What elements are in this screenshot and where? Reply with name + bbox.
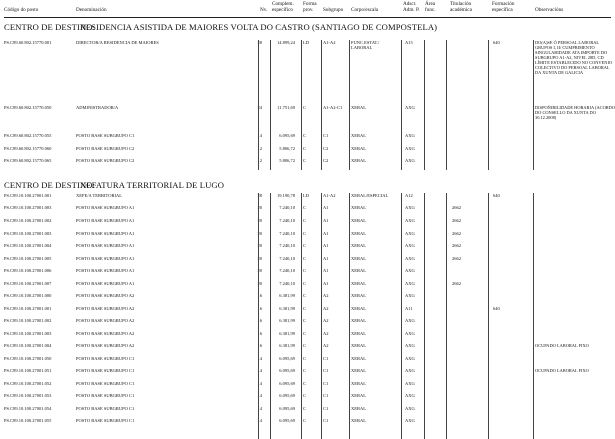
cell-nv: 28 — [257, 40, 262, 45]
cell-adscr: AXG — [405, 343, 415, 348]
cell-nv: 20 — [257, 268, 262, 273]
cell-adscr: AXG — [405, 368, 415, 373]
cell-nv: 12 — [257, 158, 262, 163]
cell-denominacion: XEFE/A TERRITORIAL — [76, 193, 122, 198]
cell-comp: 6.095,69 — [279, 406, 295, 411]
cell-nv: 20 — [257, 281, 262, 286]
table-row — [0, 393, 615, 402]
cell-forma: C — [303, 406, 307, 411]
cell-subgrupo: A1-A2 — [323, 193, 336, 198]
cell-titulacion: 2662 — [452, 256, 461, 261]
cell-comp: 6.381,99 — [279, 293, 295, 298]
cell-nv: 14 — [257, 368, 262, 373]
cell-nv: 14 — [257, 356, 262, 361]
column-rule — [349, 40, 350, 170]
cell-adscr: AXG — [405, 381, 415, 386]
cell-denominacion: POSTO BASE SUBGRUPO C1 — [76, 133, 135, 138]
cell-nv: 14 — [257, 133, 262, 138]
cell-subgrupo: A2 — [323, 331, 329, 336]
cell-denominacion: ADMINISTRADOR/A — [76, 105, 119, 110]
cell-adscr: A12 — [405, 193, 413, 198]
column-rule — [258, 193, 259, 439]
cell-comp: 6.381,99 — [279, 318, 295, 323]
centro-name: RESIDENCIA ASISTIDA DE MAIORES VOLTA DO CASTRO (SANTIAGO DE COMPOSTELA) — [80, 22, 438, 32]
cell-codigo: PS.C89.10.100.27001.001 — [4, 193, 52, 198]
cell-denominacion: POSTO BASE SUBGRUPO C1 — [76, 393, 135, 398]
cell-adscr: AXG — [405, 318, 415, 323]
table-row — [0, 368, 615, 377]
cell-nv: 20 — [257, 243, 262, 248]
cell-corpo: XERAL — [351, 381, 366, 386]
cell-corpo: XERAL/ESPECIAL — [351, 193, 389, 198]
table-row — [0, 243, 615, 252]
cell-denominacion: POSTO BASE SUBGRUPO A2 — [76, 318, 135, 323]
cell-comp: 5.806,72 — [279, 146, 295, 151]
cell-forma: C — [303, 256, 307, 261]
cell-comp: 6.095,69 — [279, 368, 295, 373]
cell-codigo: PS.C89.10.100.27001.051 — [4, 368, 52, 373]
cell-codigo: PS.C89.10.100.27001.053 — [4, 393, 52, 398]
column-rule — [488, 193, 489, 439]
cell-nv: 14 — [257, 381, 262, 386]
header-complemento: Complem. específico — [272, 1, 294, 13]
cell-nv: 28 — [257, 193, 262, 198]
cell-comp: 7.240,10 — [279, 205, 295, 210]
cell-comp: 7.240,10 — [279, 281, 295, 286]
cell-corpo: XERAL — [351, 231, 366, 236]
cell-titulacion: 2662 — [452, 231, 461, 236]
cell-corpo: XERAL — [351, 331, 366, 336]
cell-forma: C — [303, 218, 307, 223]
cell-corpo: FUNC.ESTAT./ LABORAL — [351, 40, 380, 50]
table-row — [0, 406, 615, 415]
cell-forma: C — [303, 331, 307, 336]
header-titulacion: Titulación académica — [450, 1, 472, 13]
cell-forma: C — [303, 318, 307, 323]
cell-denominacion: POSTO BASE SUBGRUPO C1 — [76, 418, 135, 423]
cell-forma: C — [303, 205, 307, 210]
table-row — [0, 293, 615, 302]
cell-corpo: XERAL — [351, 158, 366, 163]
cell-codigo: PS.C89.10.100.27001.007 — [4, 281, 52, 286]
cell-corpo: XERAL — [351, 306, 366, 311]
header-adscr: Adscr. Adm. P. — [403, 1, 420, 13]
cell-corpo: XERAL — [351, 356, 366, 361]
cell-comp: 7.240,10 — [279, 268, 295, 273]
cell-adscr: AXG — [405, 158, 415, 163]
cell-subgrupo: A1 — [323, 205, 329, 210]
cell-subgrupo: C2 — [323, 146, 329, 151]
cell-formacion: 640 — [493, 40, 500, 45]
cell-observacions: OCUPADO LABORAL FIXO — [535, 368, 589, 373]
centro-name: XEFATURA TERRITORIAL DE LUGO — [80, 180, 225, 190]
cell-subgrupo: C1 — [323, 418, 329, 423]
cell-adscr: AXG — [405, 293, 415, 298]
cell-corpo: XERAL — [351, 268, 366, 273]
centro-label: CENTRO DE DESTINO: — [4, 22, 96, 32]
column-rule — [488, 40, 489, 170]
cell-nv: 16 — [257, 318, 262, 323]
cell-adscr: AXG — [405, 418, 415, 423]
cell-comp: 7.240,10 — [279, 243, 295, 248]
cell-subgrupo: C1 — [323, 393, 329, 398]
cell-adscr: AXG — [405, 256, 415, 261]
column-rule — [401, 193, 402, 439]
cell-formacion: 640 — [493, 306, 500, 311]
cell-corpo: XERAL — [351, 218, 366, 223]
cell-comp: 6.095,69 — [279, 418, 295, 423]
cell-denominacion: POSTO BASE SUBGRUPO C2 — [76, 146, 135, 151]
cell-forma: C — [303, 281, 307, 286]
cell-subgrupo: A2 — [323, 318, 329, 323]
column-rule — [321, 193, 322, 439]
cell-subgrupo: A1 — [323, 268, 329, 273]
cell-denominacion: POSTO BASE SUBGRUPO C1 — [76, 406, 135, 411]
cell-codigo: PS.C89.10.100.27001.050 — [4, 356, 52, 361]
cell-adscr: AXG — [405, 205, 415, 210]
column-rule — [533, 40, 534, 170]
cell-subgrupo: A1 — [323, 281, 329, 286]
table-row — [0, 331, 615, 340]
table-row — [0, 158, 615, 167]
cell-forma: C — [303, 268, 307, 273]
cell-codigo: PS.C89.10.100.27001.006 — [4, 268, 52, 273]
cell-codigo: PS.C89.10.100.27001.052 — [4, 381, 52, 386]
cell-nv: 20 — [257, 218, 262, 223]
centro-label: CENTRO DE DESTINO: — [4, 180, 96, 190]
cell-forma: C — [303, 158, 307, 163]
cell-subgrupo: A1 — [323, 231, 329, 236]
cell-codigo: PS.C89.10.100.27001.005 — [4, 256, 52, 261]
column-rule — [401, 40, 402, 170]
cell-codigo: PS.C89.10.100.27001.000 — [4, 293, 52, 298]
cell-comp: 6.381,99 — [279, 306, 295, 311]
cell-corpo: XERAL — [351, 318, 366, 323]
cell-codigo: PS.C89.10.100.27001.003 — [4, 205, 52, 210]
header-area: Área func. — [425, 1, 436, 13]
column-rule — [446, 193, 447, 439]
cell-subgrupo: A2 — [323, 306, 329, 311]
header-forma: Forma prov. — [303, 1, 317, 13]
table-row — [0, 256, 615, 265]
cell-codigo: PS.C89.60.802.15770.065 — [4, 158, 52, 163]
cell-forma: C — [303, 146, 307, 151]
cell-corpo: XERAL — [351, 368, 366, 373]
cell-nv: 20 — [257, 205, 262, 210]
cell-corpo: XERAL — [351, 281, 366, 286]
cell-adscr: AXG — [405, 406, 415, 411]
cell-nv: 14 — [257, 406, 262, 411]
table-row — [0, 40, 615, 75]
cell-adscr: AXG — [405, 268, 415, 273]
cell-adscr: AXG — [405, 105, 415, 110]
cell-nv: 16 — [257, 343, 262, 348]
cell-codigo: PS.C89.10.100.27001.002 — [4, 218, 52, 223]
table-row — [0, 218, 615, 227]
cell-adscr: AXG — [405, 231, 415, 236]
cell-adscr: AXG — [405, 393, 415, 398]
cell-comp: 7.240,10 — [279, 256, 295, 261]
cell-comp: 6.381,99 — [279, 331, 295, 336]
cell-corpo: XERAL — [351, 205, 366, 210]
cell-codigo: PS.C89.10.100.27001.002 — [4, 318, 52, 323]
column-rule — [301, 40, 302, 170]
cell-codigo: PS.C89.10.100.27001.003 — [4, 231, 52, 236]
table-row — [0, 146, 615, 155]
cell-denominacion: POSTO BASE SUBGRUPO A2 — [76, 306, 135, 311]
cell-denominacion: POSTO BASE SUBGRUPO A2 — [76, 331, 135, 336]
cell-corpo: XERAL — [351, 146, 366, 151]
table-row — [0, 193, 615, 202]
cell-corpo: XERAL — [351, 293, 366, 298]
header-denominacion: Denominación — [76, 7, 107, 13]
cell-subgrupo: A1 — [323, 256, 329, 261]
cell-subgrupo: C1 — [323, 368, 329, 373]
cell-denominacion: POSTO BASE SUBGRUPO A2 — [76, 293, 135, 298]
cell-forma: C — [303, 133, 307, 138]
cell-adscr: AXG — [405, 331, 415, 336]
cell-comp: 6.095,69 — [279, 356, 295, 361]
cell-subgrupo: C1 — [323, 133, 329, 138]
table-row — [0, 281, 615, 290]
column-rule — [533, 193, 534, 439]
cell-forma: C — [303, 393, 307, 398]
cell-comp: 19.190,78 — [277, 193, 295, 198]
header-formacion: Formación específica — [492, 1, 515, 13]
cell-forma: C — [303, 243, 307, 248]
cell-denominacion: POSTO BASE SUBGRUPO A1 — [76, 268, 135, 273]
cell-adscr: AXG — [405, 146, 415, 151]
cell-forma: LD — [303, 193, 309, 198]
centro-heading — [4, 22, 438, 32]
cell-nv: 14 — [257, 418, 262, 423]
cell-adscr: AXG — [405, 218, 415, 223]
cell-nv: 24 — [257, 105, 262, 110]
cell-observacions: OCUPADO LABORAL FIXO — [535, 343, 589, 348]
cell-denominacion: POSTO BASE SUBGRUPO C1 — [76, 381, 135, 386]
cell-codigo: PS.C89.10.100.27001.055 — [4, 418, 52, 423]
cell-denominacion: POSTO BASE SUBGRUPO A2 — [76, 343, 135, 348]
cell-forma: C — [303, 356, 307, 361]
table-row — [0, 105, 615, 120]
header-codigo: Código do posto — [4, 7, 39, 13]
table-row — [0, 268, 615, 277]
cell-denominacion: DIRECTOR/A RESIDENCIA DE MAIORES — [76, 40, 159, 45]
cell-titulacion: 2662 — [452, 243, 461, 248]
column-rule — [446, 40, 447, 170]
column-rule — [301, 193, 302, 439]
cell-comp: 6.381,99 — [279, 343, 295, 348]
table-row — [0, 205, 615, 214]
cell-forma: C — [303, 381, 307, 386]
cell-adscr: AXG — [405, 133, 415, 138]
cell-corpo: XERAL — [351, 343, 366, 348]
cell-forma: C — [303, 105, 307, 110]
cell-codigo: PS.C89.10.100.27001.004 — [4, 343, 52, 348]
column-rule — [270, 40, 271, 170]
table-row — [0, 231, 615, 240]
cell-comp: 14.899,24 — [277, 40, 295, 45]
cell-comp: 5.806,72 — [279, 158, 295, 163]
table-row — [0, 381, 615, 390]
cell-nv: 12 — [257, 146, 262, 151]
cell-codigo: PS.C89.10.100.27001.004 — [4, 243, 52, 248]
column-rule — [424, 40, 425, 170]
cell-corpo: XERAL — [351, 133, 366, 138]
cell-nv: 16 — [257, 293, 262, 298]
header-corpo: Corpo/escala — [351, 7, 379, 13]
cell-denominacion: POSTO BASE SUBGRUPO A1 — [76, 205, 135, 210]
cell-comp: 6.095,69 — [279, 133, 295, 138]
table-header — [0, 1, 615, 17]
cell-corpo: XERAL — [351, 105, 366, 110]
cell-nv: 16 — [257, 331, 262, 336]
header-rule — [4, 17, 611, 18]
cell-titulacion: 2662 — [452, 205, 461, 210]
cell-titulacion: 2662 — [452, 218, 461, 223]
cell-denominacion: POSTO BASE SUBGRUPO A1 — [76, 231, 135, 236]
cell-formacion: 640 — [493, 193, 500, 198]
table-row — [0, 318, 615, 327]
cell-nv: 14 — [257, 393, 262, 398]
cell-codigo: PS.C89.60.802.15770.050 — [4, 105, 52, 110]
cell-comp: 11.751,69 — [277, 105, 295, 110]
cell-nv: 16 — [257, 306, 262, 311]
cell-forma: C — [303, 368, 307, 373]
cell-forma: C — [303, 343, 307, 348]
cell-codigo: PS.C89.60.802.15770.060 — [4, 146, 52, 151]
table-row — [0, 356, 615, 365]
table-row — [0, 343, 615, 352]
column-rule — [349, 193, 350, 439]
cell-corpo: XERAL — [351, 256, 366, 261]
cell-denominacion: POSTO BASE SUBGRUPO A1 — [76, 256, 135, 261]
cell-comp: 6.095,69 — [279, 393, 295, 398]
cell-codigo: PS.C89.60.802.15770.055 — [4, 133, 52, 138]
cell-forma: C — [303, 293, 307, 298]
cell-corpo: XERAL — [351, 418, 366, 423]
cell-subgrupo: A1-A2-C1 — [323, 105, 343, 110]
cell-codigo: PS.C89.10.100.27001.001 — [4, 306, 52, 311]
header-observacions: Observacións — [535, 7, 564, 13]
cell-nv: 20 — [257, 231, 262, 236]
cell-denominacion: POSTO BASE SUBGRUPO A1 — [76, 218, 135, 223]
cell-denominacion: POSTO BASE SUBGRUPO A1 — [76, 281, 135, 286]
cell-codigo: PS.C89.10.100.27001.054 — [4, 406, 52, 411]
cell-adscr: AXG — [405, 243, 415, 248]
table-row — [0, 133, 615, 142]
cell-subgrupo: C1 — [323, 356, 329, 361]
cell-subgrupo: C1 — [323, 381, 329, 386]
cell-subgrupo: A2 — [323, 293, 329, 298]
cell-denominacion: POSTO BASE SUBGRUPO C1 — [76, 356, 135, 361]
cell-comp: 6.095,69 — [279, 381, 295, 386]
table-row — [0, 418, 615, 427]
column-rule — [424, 193, 425, 439]
column-rule — [321, 40, 322, 170]
cell-titulacion: 2662 — [452, 281, 461, 286]
cell-subgrupo: C1 — [323, 406, 329, 411]
header-nv: Nv. — [260, 7, 268, 13]
cell-denominacion: POSTO BASE SUBGRUPO C2 — [76, 158, 135, 163]
cell-adscr: AXG — [405, 281, 415, 286]
cell-codigo: PS.C89.10.100.27001.003 — [4, 331, 52, 336]
cell-nv: 20 — [257, 256, 262, 261]
cell-corpo: XERAL — [351, 243, 366, 248]
cell-forma: C — [303, 306, 307, 311]
cell-subgrupo: C2 — [323, 158, 329, 163]
cell-comp: 7.240,10 — [279, 231, 295, 236]
cell-subgrupo: A1-A2 — [323, 40, 336, 45]
header-subgrupo: Subgrupo — [323, 7, 344, 13]
cell-adscr: A11 — [405, 306, 413, 311]
cell-codigo: PS.C89.60.802.15770.001 — [4, 40, 52, 45]
cell-adscr: AXG — [405, 356, 415, 361]
cell-denominacion: POSTO BASE SUBGRUPO C1 — [76, 368, 135, 373]
cell-subgrupo: A2 — [323, 343, 329, 348]
table-row — [0, 306, 615, 315]
cell-corpo: XERAL — [351, 393, 366, 398]
cell-forma: C — [303, 231, 307, 236]
centro-heading — [4, 180, 225, 190]
cell-observacions: DISPOÑIBILIDADE HORARIA (ACORDO DO CONSELLO DA XUNTA DO 30.12.2008) — [535, 105, 615, 120]
cell-subgrupo: A1 — [323, 218, 329, 223]
cell-denominacion: POSTO BASE SUBGRUPO A1 — [76, 243, 135, 248]
column-rule — [270, 193, 271, 439]
cell-forma: LD — [303, 40, 309, 45]
column-rule — [258, 40, 259, 170]
cell-corpo: XERAL — [351, 406, 366, 411]
cell-subgrupo: A1 — [323, 243, 329, 248]
cell-comp: 7.240,10 — [279, 218, 295, 223]
cell-adscr: A15 — [405, 40, 413, 45]
cell-forma: C — [303, 418, 307, 423]
cell-observacions: DO(A)SE Ó PERSOAL LABORAL GRUPOS I, II/ CUMPRIMENTO SINGULARIDADE ATA IMPORTE DO SUBGRUPO A1-A2, NIVEL 28D, CD LÍMITE ESTABLECIDO NO CONVENIO COLECTIVO DO PERSOAL LABORAL DA XUNTA DE GALICIA — [535, 40, 613, 75]
